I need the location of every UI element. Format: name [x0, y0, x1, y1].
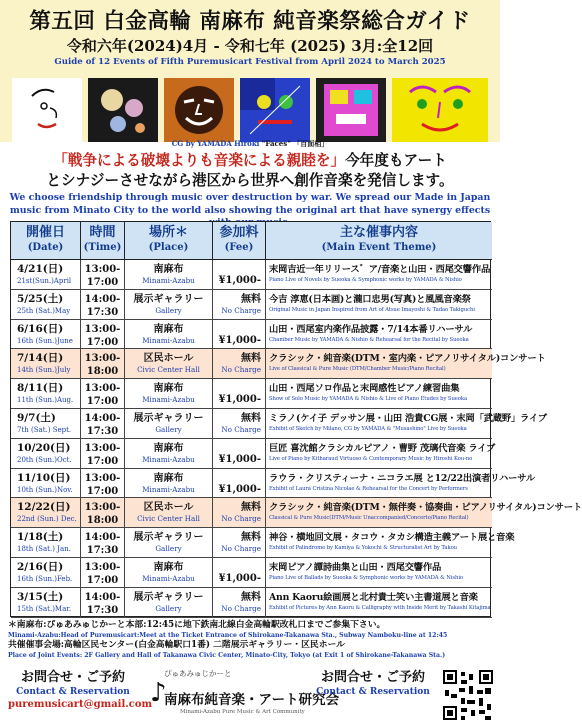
fee-text: 無料 — [241, 353, 261, 365]
fee-cell — [213, 320, 266, 350]
event-cell — [266, 558, 492, 588]
slogan-red-part: 「戦争による破壊よりも音楽による親睦を」 — [53, 152, 346, 169]
table-row — [11, 439, 496, 469]
place-english: Civic Center Hall — [137, 514, 200, 524]
fee-english: No Charge — [221, 544, 261, 554]
fee-cell — [213, 409, 266, 439]
date-text: 11/10(日) — [17, 471, 71, 484]
date-english: 16th (Sun.)June — [17, 336, 73, 345]
organizer-english: Minami-Azabu Pure Music & Art Community — [180, 709, 305, 715]
start-time: 13:00- — [84, 472, 121, 484]
start-time: 13:00- — [84, 264, 121, 275]
event-cell — [266, 409, 547, 439]
end-time: 17:00 — [86, 485, 119, 497]
fee-cell — [213, 290, 266, 320]
table-row — [11, 558, 492, 588]
date-cell — [11, 349, 81, 379]
face-artwork-1 — [12, 78, 82, 142]
event-title: Ann Kaoru絵画展と北村貴士笑い主書道展と音楽 — [269, 591, 478, 603]
slogan-japanese — [0, 151, 500, 191]
season-dates: 令和六年(2024)4月 - 令和七年 (2025) 3月:全12回 — [66, 37, 434, 55]
event-title: 末岡ピアノ譚詩曲集と山田・西尾交響作品 — [269, 562, 442, 573]
place-english: Minami-Azabu — [142, 335, 195, 345]
note-venue-en: Place of Joint Events: 2F Gallery and Hall of Takanawa Civic Center, Minato-City, Tokyo (at Exit 1 of Shirokane-Takanawa Sta.) — [8, 652, 446, 659]
contact-english: Contact & Reservation — [16, 687, 130, 697]
table-header-row — [11, 222, 492, 260]
end-time: 17:00 — [86, 336, 119, 348]
table-row — [11, 498, 582, 528]
table-row — [11, 349, 546, 379]
place-text: 区民ホール — [143, 353, 194, 365]
event-title: 神谷・横地回文展・タコウ・タカシ構造主義アート展と音楽 — [269, 532, 515, 544]
fee-english: No Charge — [221, 305, 261, 315]
artwork-strip — [0, 78, 500, 142]
place-cell — [125, 528, 213, 558]
event-cell — [266, 528, 515, 558]
place-cell — [125, 290, 213, 320]
time-cell — [81, 379, 125, 409]
place-text: 南麻布 — [153, 383, 184, 395]
place-english: Gallery — [155, 305, 182, 315]
place-text: 南麻布 — [153, 323, 184, 335]
event-cell — [266, 498, 582, 528]
event-cell — [266, 260, 492, 290]
end-time: 17:00 — [86, 455, 119, 467]
start-time: 13:00- — [84, 353, 121, 365]
face-artwork-3 — [164, 78, 234, 142]
fee-cell — [213, 588, 266, 618]
note-venue-ja: 共催催事会場:高輪区民センター(白金高輪駅口1番) 二階展示ギャラリー・区民ホール — [8, 640, 345, 650]
event-english: Live of Piano by Kitharaud Virtuoso & Contemporary Music by Hiroshi Kou-no — [269, 455, 473, 462]
date-english: 16th (Sun.)Feb. — [17, 575, 73, 583]
event-title: 巨匠 喜沈館クラシカルピアノ・曹野 茂璃代音楽 ライブ — [269, 442, 496, 454]
start-time: 13:00- — [84, 442, 121, 454]
time-cell — [81, 498, 125, 528]
end-time: 17:00 — [86, 396, 119, 408]
date-cell — [11, 290, 81, 320]
face-artwork-2 — [88, 78, 158, 142]
fee-text: 無料 — [241, 502, 261, 514]
event-english: Exhibit of Palindrome by Kamiya & Yokochi & Structuralist Art by Takou — [269, 545, 457, 552]
date-cell — [11, 498, 81, 528]
slogan-english: We choose friendship through music over destruction by war. We spread our Made in Japan music from Minato City to the world also showing the original art that have synergy effects — [9, 192, 491, 216]
face-artwork-6 — [392, 78, 488, 142]
place-text: 展示ギャラリー — [133, 591, 204, 603]
fee-text: ¥1,000- — [218, 394, 261, 406]
contact-heading: お問合せ・ご予約 — [20, 670, 125, 685]
date-english: 7th (Sat.) Sept. — [17, 426, 72, 434]
music-note-icon: ♪ — [150, 678, 167, 708]
place-text: 展示ギャラリー — [133, 532, 204, 544]
event-english: Piano Live of Novels by Sueoka & Symphonic works by YAMADA & Nishio — [269, 277, 462, 283]
date-cell — [11, 379, 81, 409]
credit-faces: "Faces" 「百面相」 — [261, 139, 329, 148]
event-english: Original Music in Japan Inspired from Art of Atsue Imayoshi & Tadao Takiguchi — [269, 306, 475, 313]
event-schedule-table — [10, 221, 582, 617]
start-time: 13:00- — [84, 562, 121, 573]
fee-text: 無料 — [241, 413, 261, 424]
fee-text: ¥1,000- — [218, 275, 261, 286]
place-text: 南麻布 — [153, 472, 184, 484]
table-row — [11, 379, 492, 409]
fee-text: 無料 — [241, 293, 261, 305]
date-text: 5/25(土) — [17, 292, 64, 305]
contact-left — [8, 670, 153, 712]
place-cell — [125, 379, 213, 409]
place-cell — [125, 320, 213, 350]
table-row — [11, 260, 492, 290]
place-english: Minami-Azabu — [142, 484, 195, 494]
header-event: 主な催事内容 (Main Event Theme) — [321, 225, 437, 253]
time-cell — [81, 469, 125, 499]
time-cell — [81, 260, 125, 290]
artwork-credit — [0, 139, 500, 149]
place-cell — [125, 409, 213, 439]
event-title: 山田・西尾ソロ作品と末岡感性ピアノ練習曲集 — [269, 383, 460, 395]
end-time: 17:30 — [86, 426, 119, 437]
date-english: 18th (Sat.) Jan. — [17, 545, 71, 554]
date-text: 4/21(日) — [17, 263, 64, 275]
date-text: 10/20(日) — [17, 441, 71, 454]
header-fee: 参加料 (Fee) — [213, 222, 266, 260]
event-title: 今吉 淳恵(日本画)と瀧口忠男(写真)と風風音楽祭 — [269, 293, 471, 305]
event-cell — [266, 469, 535, 499]
date-cell — [11, 469, 81, 499]
end-time: 17:00 — [86, 277, 119, 288]
date-cell — [11, 558, 81, 588]
fee-cell — [213, 528, 266, 558]
event-english: Live of Classical & Pure Music (DTM/Chamber Music/Piano Recital) — [269, 366, 446, 373]
place-english: Minami-Azabu — [142, 276, 195, 285]
place-english: Gallery — [155, 425, 182, 434]
date-cell — [11, 260, 81, 290]
start-time: 14:00- — [84, 591, 121, 603]
fee-english: No Charge — [221, 603, 261, 613]
table-row — [11, 588, 492, 618]
start-time: 14:00- — [84, 413, 121, 424]
organizer-name: 南麻布純音楽・アート研究会 — [164, 692, 340, 708]
place-text: 南麻布 — [153, 264, 184, 275]
end-time: 17:30 — [86, 604, 119, 616]
table-row — [11, 290, 492, 320]
date-english: 11th (Sun.)Aug. — [17, 396, 74, 405]
table-row — [11, 528, 515, 558]
fee-text: ¥1,000- — [218, 334, 261, 346]
credit-by: CG by YAMADA Hiroki — [171, 139, 260, 148]
table-row — [11, 469, 535, 499]
contact-english-right: Contact & Reservation — [316, 687, 430, 697]
date-text: 2/16(日) — [17, 561, 64, 573]
date-text: 12/22(日) — [17, 501, 71, 514]
slogan-line-2: とシナジーさせながら港区から世界へ創作音楽を発信します。 — [46, 172, 454, 189]
place-text: 南麻布 — [153, 562, 184, 573]
event-cell — [266, 379, 492, 409]
time-cell — [81, 558, 125, 588]
event-english: Piano Live of Ballads by Sueoka & Symphonic works by YAMADA & Nishio — [269, 575, 464, 581]
date-cell — [11, 528, 81, 558]
event-title: クラシック・純音楽(DTM・無伴奏・協奏曲・ピアノリサイタル)コンサート — [269, 502, 582, 514]
date-english: 25th (Sat.)May — [17, 306, 71, 315]
time-cell — [81, 439, 125, 469]
fee-text: 無料 — [241, 532, 261, 544]
table-row — [11, 320, 492, 350]
event-english: Show of Solo Music by YAMADA & Nishio & Live of Piano Etudes by Sueoka — [269, 396, 468, 403]
event-english: Exhibit of Pictures by Ann Kaoru & Calligraphy with Inside Merit by Takashi Kitajima — [269, 604, 491, 611]
place-text: 区民ホール — [143, 502, 194, 514]
face-artwork-4 — [240, 78, 310, 142]
event-english: Chamber Music by YAMADA & Nishio & Rehearsal for the Recital by Sueoka — [269, 336, 469, 343]
place-english: Gallery — [155, 544, 182, 554]
event-title: 末岡吉近一年リリース゛ア/音楽と山田・西尾交響作品 — [269, 264, 491, 275]
end-time: 17:30 — [86, 545, 119, 557]
guide-english-subtitle: Guide of 12 Events of Fifth Puremusicart Festival from April 2024 to March 2025 — [54, 57, 446, 67]
fee-cell — [213, 349, 266, 379]
event-english: Exhibit of Laura Cristina Nicolae & Rehearsal for the Concert by Performers — [269, 485, 468, 492]
date-english: 10th (Sun.)Nov. — [17, 485, 73, 494]
page-title: 第五回 白金高輪 南麻布 純音楽祭総合ガイド — [29, 9, 471, 34]
event-english: Exhibit of Sketch by Milano, CG by YAMADA & "Musashino" Live by Sueoka — [269, 426, 467, 432]
date-cell — [11, 409, 81, 439]
start-time: 14:00- — [84, 532, 121, 544]
contact-right — [308, 670, 438, 698]
end-time: 18:00 — [86, 515, 119, 527]
event-title: ミラノ(ケイ子 デッサン展・山田 浩貴CG展・末岡「武蔵野」ライブ — [269, 413, 547, 424]
header-time: 時間 (Time) — [81, 222, 125, 260]
time-cell — [81, 349, 125, 379]
date-text: 8/11(日) — [17, 382, 64, 395]
end-time: 18:00 — [86, 366, 119, 378]
date-cell — [11, 588, 81, 618]
fee-cell — [213, 469, 266, 499]
place-cell — [125, 260, 213, 290]
start-time: 13:00- — [84, 323, 121, 335]
place-cell — [125, 469, 213, 499]
footer — [0, 666, 500, 722]
event-cell — [266, 320, 492, 350]
time-cell — [81, 528, 125, 558]
date-text: 9/7(土) — [17, 412, 56, 424]
place-cell — [125, 588, 213, 618]
event-english: Classical & Pure Music(DTM/Music Unaccompanied/Concerto/Piano Recital) — [269, 515, 469, 522]
event-cell — [266, 290, 492, 320]
fee-cell — [213, 439, 266, 469]
header-band — [0, 0, 500, 78]
fee-cell — [213, 260, 266, 290]
place-cell — [125, 558, 213, 588]
date-english: 22nd (Sun.) Dec. — [17, 515, 77, 524]
contact-email[interactable]: puremusicart@gmail.com — [8, 699, 153, 710]
note-meeting-en: Minami-Azabu:Head of Puremusicart:Meet at the Ticket Entrance of Shirokane-Takanawa Sta., Subway Namboku-line at 12:45 — [8, 632, 448, 639]
time-cell — [81, 320, 125, 350]
fee-text: ¥1,000- — [218, 573, 261, 584]
place-english: Minami-Azabu — [142, 574, 195, 583]
place-text: 南麻布 — [153, 442, 184, 454]
end-time: 17:30 — [86, 306, 119, 318]
event-cell — [266, 349, 546, 379]
event-title: クラシック・純音楽(DTM・室内楽・ピアノリサイタル)コンサート — [269, 353, 546, 365]
date-english: 15th (Sat.)Mar. — [17, 604, 72, 613]
place-cell — [125, 439, 213, 469]
event-title: 山田・西尾室内楽作品披露・7/14本番リハーサル — [269, 323, 473, 335]
event-cell — [266, 439, 496, 469]
end-time: 17:00 — [86, 575, 119, 586]
fee-cell — [213, 379, 266, 409]
date-english: 20th (Sun.)Oct. — [17, 455, 72, 464]
time-cell — [81, 588, 125, 618]
time-cell — [81, 290, 125, 320]
start-time: 13:00- — [84, 502, 121, 514]
place-english: Civic Center Hall — [137, 365, 200, 375]
venue-notes — [8, 620, 496, 660]
time-cell — [81, 409, 125, 439]
fee-english: No Charge — [221, 365, 261, 375]
date-cell — [11, 320, 81, 350]
date-cell — [11, 439, 81, 469]
face-artwork-5 — [316, 78, 386, 142]
table-row — [11, 409, 547, 439]
date-text: 1/18(土) — [17, 531, 64, 544]
event-title: ラウラ・クリスティーナ・ニコラエ展 と12/22出演者リハーサル — [269, 472, 535, 484]
date-english: 14th (Sun.)July — [17, 366, 71, 375]
header-place: 場所＊ (Place) — [125, 222, 213, 260]
qr-code-icon[interactable] — [442, 670, 494, 720]
fee-english: No Charge — [221, 425, 261, 434]
date-english: 21st(Sun.)April — [17, 277, 72, 285]
place-text: 展示ギャラリー — [133, 293, 204, 305]
start-time: 13:00- — [84, 383, 121, 395]
organizer-kana: ぴゅあみゅじかーと — [164, 669, 232, 678]
date-text: 6/16(日) — [17, 322, 64, 335]
place-english: Minami-Azabu — [142, 395, 195, 405]
header-date: 開催日 (Date) — [11, 222, 81, 260]
place-text: 展示ギャラリー — [133, 413, 204, 424]
place-cell — [125, 498, 213, 528]
date-text: 3/15(土) — [17, 590, 64, 603]
place-cell — [125, 349, 213, 379]
fee-cell — [213, 498, 266, 528]
place-english: Gallery — [155, 603, 182, 613]
date-text: 7/14(日) — [17, 352, 64, 365]
note-meeting-ja: ＊南麻布:ぴゅあみゅじかーと本部:12:45に地下鉄南北線白金高輪駅改札口までご参集下さい。 — [8, 620, 386, 630]
slogan-rest: 今年度もアート — [345, 152, 447, 169]
contact-heading-right: お問合せ・ご予約 — [320, 670, 425, 685]
organizer-logo — [150, 668, 340, 722]
start-time: 14:00- — [84, 293, 121, 305]
fee-english: No Charge — [221, 514, 261, 524]
fee-text: ¥1,000- — [218, 483, 261, 495]
fee-cell — [213, 558, 266, 588]
event-cell — [266, 588, 492, 618]
fee-text: ¥1,000- — [218, 453, 261, 465]
place-english: Minami-Azabu — [142, 454, 195, 464]
fee-text: 無料 — [241, 591, 261, 603]
